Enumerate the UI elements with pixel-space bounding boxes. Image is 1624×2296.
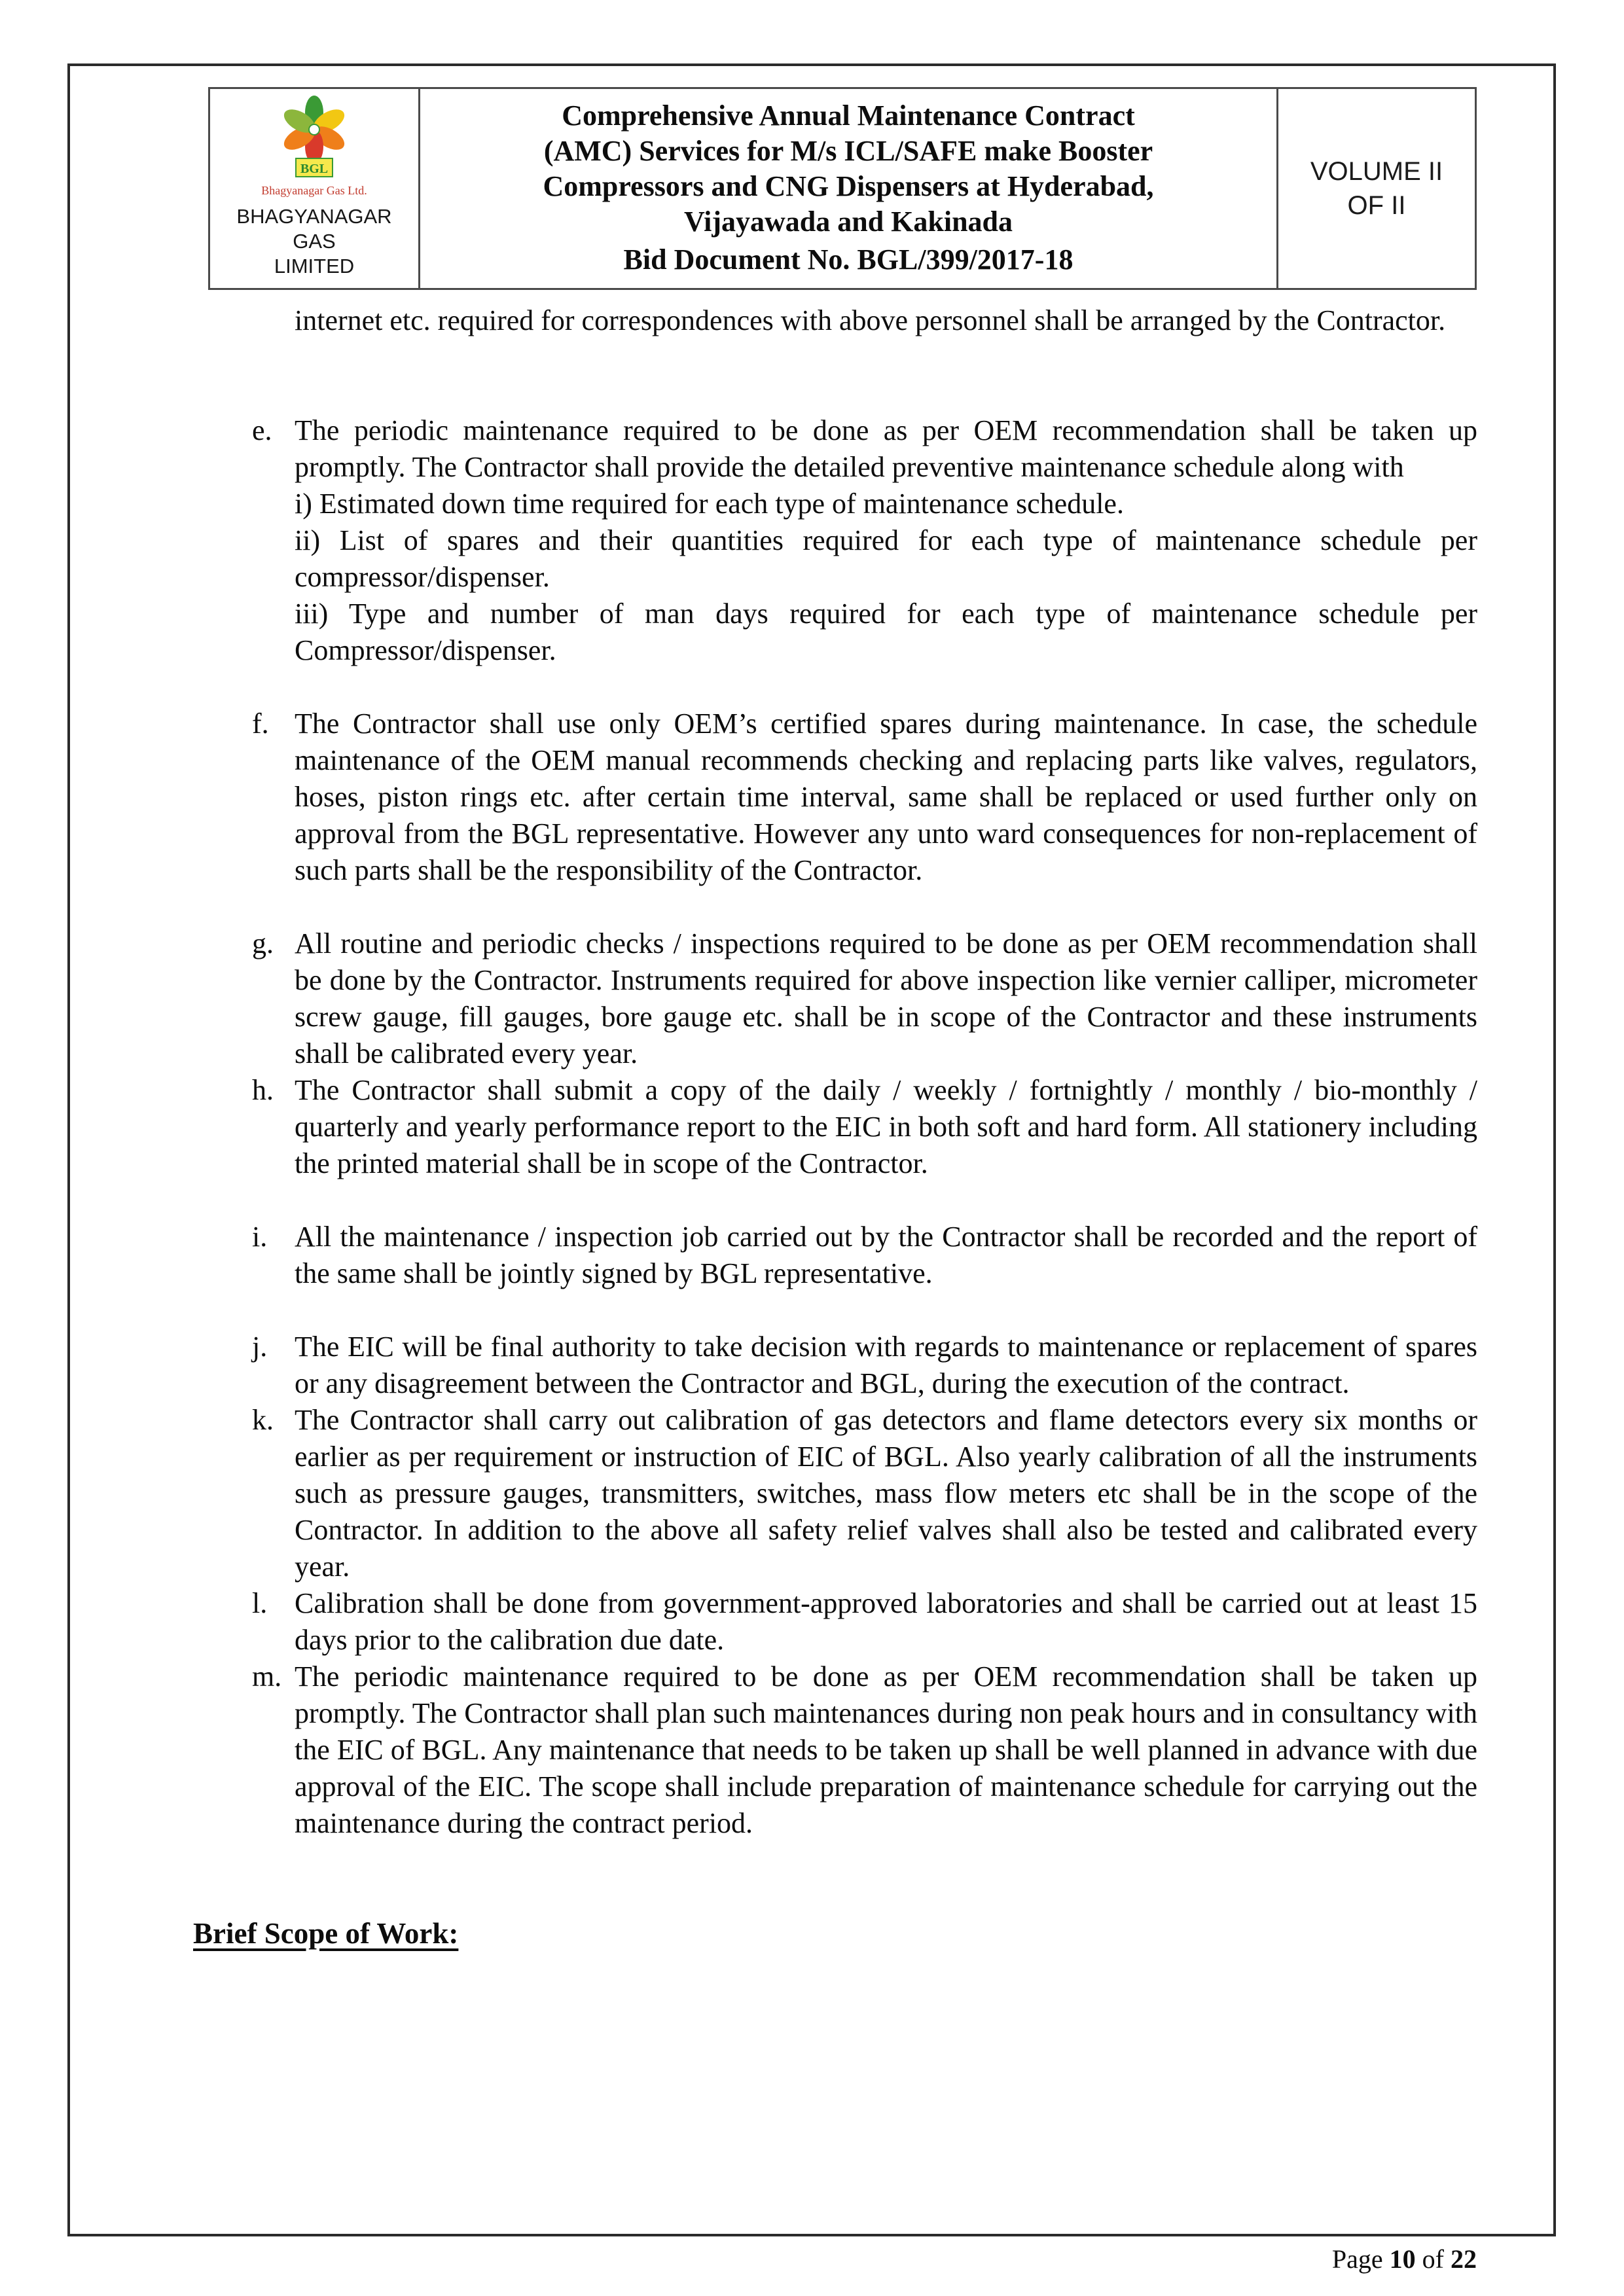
list-item <box>193 1329 1477 1402</box>
footer-label-page: Page <box>1331 2244 1383 2274</box>
intro-paragraph: internet etc. required for correspondences with above personnel shall be arranged by the Contractor. <box>295 304 1446 336</box>
list-item-letter: m. <box>252 1660 282 1693</box>
list-item-letter: i. <box>252 1221 268 1253</box>
scope-heading: Brief Scope of Work: <box>193 1917 459 1950</box>
list-item-text <box>295 1659 1477 1842</box>
list-item-paragraph: i) Estimated down time required for each type of maintenance schedule. <box>295 488 1124 520</box>
list-item-text <box>295 706 1477 889</box>
company-name-line1: BHAGYANAGAR GAS <box>236 205 392 253</box>
list-item-paragraph: The periodic maintenance required to be done as per OEM recommendation shall be taken up promptly. The Contractor shall provide the detailed preventive maintenance schedule along with <box>295 414 1477 483</box>
company-name-line2: LIMITED <box>274 255 355 278</box>
volume-line2: OF II <box>1347 191 1406 220</box>
logo-acronym: BGL <box>300 162 329 176</box>
list-item-paragraph: The Contractor shall submit a copy of the daily / weekly / fortnightly / monthly / bio-monthly / quarterly and yearly performance report to the EIC in both soft and hard form. All stationery including the printed material shall be in scope of the Contractor. <box>295 1074 1477 1179</box>
document-title-line: Comprehensive Annual Maintenance Contract <box>562 99 1135 132</box>
list-item-text <box>295 1219 1477 1292</box>
title-cell <box>418 89 1276 288</box>
list-item-paragraph: The EIC will be final authority to take decision with regards to maintenance or replacement of spares or any disagreement between the Contractor and BGL, during the execution of the contract. <box>295 1331 1477 1399</box>
footer-page-number: 10 <box>1389 2244 1416 2274</box>
document-body <box>193 302 1477 1952</box>
logo-tagline: Bhagyanagar Gas Ltd. <box>261 184 367 197</box>
list-item <box>193 1219 1477 1292</box>
bgl-logo-icon <box>265 96 363 182</box>
volume-line1: VOLUME II <box>1310 157 1443 186</box>
document-title <box>436 98 1261 240</box>
logo-cell <box>210 89 418 288</box>
list-item-letter: h. <box>252 1074 274 1106</box>
list-item-paragraph: The periodic maintenance required to be done as per OEM recommendation shall be taken up promptly. The Contractor shall plan such maintenances during non peak hours and in consultancy with the EIC of BGL. Any maintenance that needs to be taken up shall be well planned in advance with due approval of the EIC. The scope shall include preparation of maintenance schedule for carrying out the maintenance during the contract period. <box>295 1660 1477 1839</box>
list-item <box>193 1585 1477 1659</box>
bid-document-number: Bid Document No. BGL/399/2017-18 <box>623 243 1074 276</box>
list-item-paragraph: Calibration shall be done from government-approved laboratories and shall be carried out at least 15 days prior to the calibration due date. <box>295 1587 1477 1656</box>
footer-total-pages: 22 <box>1451 2244 1477 2274</box>
list-item-text <box>295 1585 1477 1659</box>
volume-cell <box>1276 89 1475 288</box>
list-item-paragraph: The Contractor shall use only OEM’s certified spares during maintenance. In case, the schedule maintenance of the OEM manual recommends checking and replacing parts like valves, regulators, hoses, piston rings etc. after certain time interval, same shall be replaced or used further only on approval from the BGL representative. However any unto ward consequences for non-replacement of such parts shall be the responsibility of the Contractor. <box>295 708 1477 886</box>
list-item <box>193 925 1477 1072</box>
list-item <box>193 1072 1477 1182</box>
list-item-text <box>295 1329 1477 1402</box>
list-item-text <box>295 1072 1477 1182</box>
document-title-line: Vijayawada and Kakinada <box>683 206 1013 238</box>
list-item <box>193 1402 1477 1585</box>
list-item-paragraph: ii) List of spares and their quantities required for each type of maintenance schedule per compressor/dispenser. <box>295 524 1477 593</box>
list-item-paragraph: All routine and periodic checks / inspections required to be done as per OEM recommendation shall be done by the Contractor. Instruments required for above inspection like vernier calliper, micrometer screw gauge, fill gauges, bore gauge etc. shall be in scope of the Contractor and these instruments shall be calibrated every year. <box>295 927 1477 1069</box>
list-item-letter: l. <box>252 1587 268 1619</box>
list-item-paragraph: iii) Type and number of man days required for each type of maintenance schedule per Compressor/dispenser. <box>295 598 1477 666</box>
list-item-paragraph: The Contractor shall carry out calibration of gas detectors and flame detectors every six months or earlier as per requirement or instruction of EIC of BGL. Also yearly calibration of all the instruments such as pressure gauges, transmitters, switches, mass flow meters etc shall be in the scope of the Contractor. In addition to the above all safety relief valves shall also be tested and calibrated every year. <box>295 1404 1477 1583</box>
list-item-text <box>295 925 1477 1072</box>
list-item-letter: k. <box>252 1404 274 1436</box>
list-item-letter: j. <box>252 1331 268 1363</box>
list-items <box>193 412 1477 1842</box>
list-item <box>193 412 1477 669</box>
list-item <box>193 1659 1477 1842</box>
list-item-letter: f. <box>252 708 269 740</box>
document-title-line: (AMC) Services for M/s ICL/SAFE make Booster <box>543 135 1153 167</box>
company-name <box>214 204 414 279</box>
list-item-letter: e. <box>252 414 272 446</box>
list-item-text <box>295 1402 1477 1585</box>
list-item <box>193 706 1477 889</box>
footer-label-of: of <box>1422 2244 1444 2274</box>
list-item-letter: g. <box>252 927 274 960</box>
page-footer <box>1332 2244 1477 2274</box>
list-item-paragraph: All the maintenance / inspection job carried out by the Contractor shall be recorded and the report of the same shall be jointly signed by BGL representative. <box>295 1221 1477 1289</box>
document-title-line: Compressors and CNG Dispensers at Hyderabad, <box>543 170 1154 202</box>
list-item-text <box>295 412 1477 669</box>
document-header <box>208 87 1477 290</box>
